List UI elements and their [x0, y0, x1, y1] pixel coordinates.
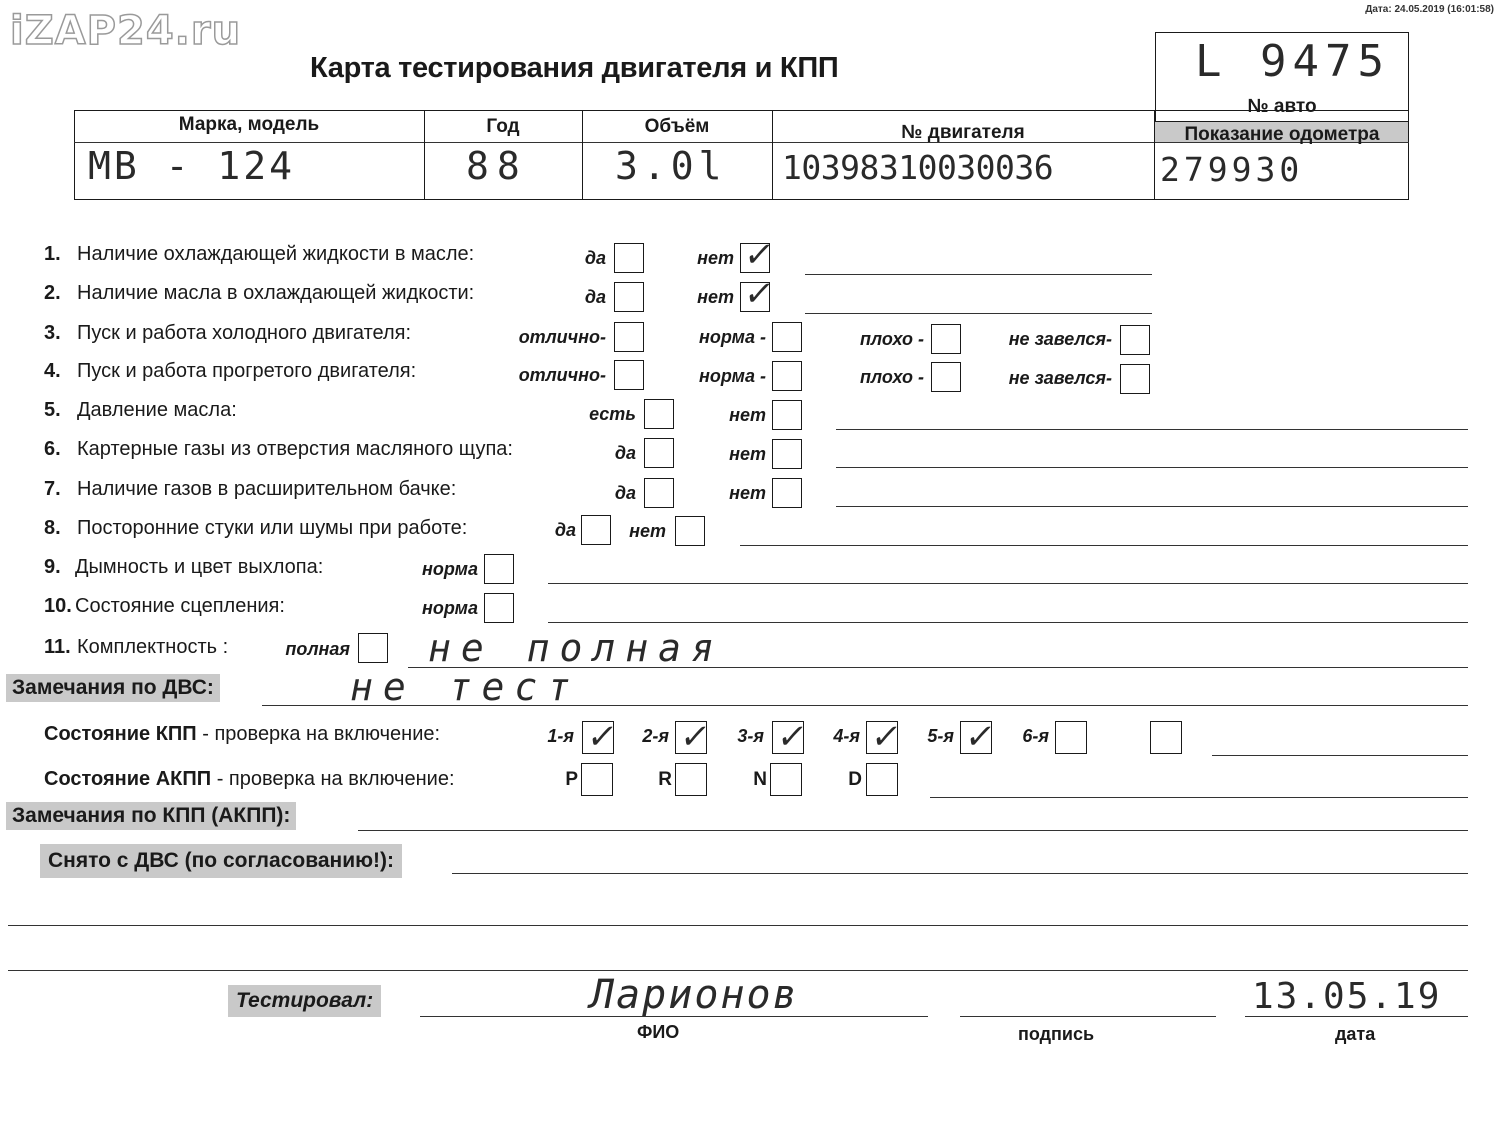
year-value: 88	[466, 144, 528, 188]
item-number: 8.	[44, 517, 61, 539]
akpp-mode-label: N	[753, 769, 767, 790]
option-label-yes: да	[554, 520, 576, 540]
checkbox-bad[interactable]	[931, 362, 961, 392]
checkbox-normal[interactable]	[772, 361, 802, 391]
dvs-remarks-note: не тест	[350, 665, 581, 709]
option-label-bad: плохо -	[859, 329, 924, 349]
comment-line	[836, 429, 1468, 430]
item-label: Дымность и цвет выхлопа:	[75, 556, 324, 578]
scan-date: Дата: 24.05.2019 (16:01:58)	[1365, 4, 1494, 15]
checkbox-normal[interactable]	[484, 554, 514, 584]
fio-line	[420, 1016, 928, 1017]
comment-line	[805, 313, 1152, 314]
signature-caption: подпись	[1018, 1024, 1095, 1044]
comment-line	[805, 274, 1152, 275]
item-number: 7.	[44, 478, 61, 500]
option-label-full: полная	[285, 639, 350, 659]
comment-line	[358, 830, 1468, 831]
checkbox-no[interactable]	[772, 439, 802, 469]
checkmark: ✓	[962, 717, 999, 757]
akpp-label	[44, 768, 455, 791]
item-label: Наличие газов в расширительном бачке:	[77, 478, 457, 500]
item-label: Пуск и работа прогретого двигателя:	[77, 360, 417, 382]
signature-line	[960, 1016, 1216, 1017]
akpp-mode-label: P	[565, 769, 578, 790]
option-label-yes: да	[584, 248, 606, 268]
year-header: Год	[486, 116, 520, 137]
comment-line	[740, 545, 1468, 546]
item-label: Состояние сцепления:	[75, 595, 285, 617]
akpp-mode-checkbox[interactable]	[770, 763, 802, 796]
item-label: Пуск и работа холодного двигателя:	[77, 322, 412, 344]
comment-line	[452, 873, 1468, 874]
item-number: 3.	[44, 322, 61, 344]
comment-line	[8, 970, 1468, 971]
option-label-normal: норма -	[699, 327, 766, 347]
checkbox-yes[interactable]	[644, 478, 674, 508]
gear-checkbox[interactable]	[1055, 721, 1087, 754]
checkbox-not-started[interactable]	[1120, 364, 1150, 394]
checkbox-yes[interactable]	[644, 438, 674, 468]
item-number: 1.	[44, 243, 61, 265]
checkbox-bad[interactable]	[931, 324, 961, 354]
item-number: 4.	[44, 360, 61, 382]
page-title: Карта тестирования двигателя и КПП	[310, 52, 839, 84]
option-label-yes: да	[584, 287, 606, 307]
akpp-label-bold: Состояние АКПП	[44, 768, 212, 790]
option-label-normal: норма	[422, 559, 478, 579]
comment-line	[930, 797, 1468, 798]
checkmark: ✓	[741, 274, 778, 314]
tested-by-label: Тестировал:	[228, 985, 381, 1017]
option-label-not-started: не завелся-	[1008, 329, 1112, 349]
checkbox-not-started[interactable]	[1120, 325, 1150, 355]
volume-header: Объём	[644, 116, 710, 137]
comment-line	[836, 467, 1468, 468]
option-label-no: нет	[729, 444, 766, 464]
item-number: 10.	[44, 595, 72, 617]
option-label-excellent: отлично-	[518, 327, 606, 347]
odometer-header: Показание одометра	[1184, 124, 1380, 145]
option-label-no: нет	[697, 287, 734, 307]
option-label-yes: да	[614, 443, 636, 463]
checkbox-full[interactable]	[358, 633, 388, 663]
kpp-label-rest: - проверка на включение:	[196, 723, 441, 745]
checkmark: ✓	[584, 717, 621, 757]
item-number: 5.	[44, 399, 61, 421]
item-label: Посторонние стуки или шумы при работе:	[77, 517, 468, 539]
auto-number-value: L 9475	[1195, 36, 1390, 87]
checkmark: ✓	[868, 717, 905, 757]
dvs-remarks-label: Замечания по ДВС:	[6, 674, 220, 702]
comment-line	[836, 506, 1468, 507]
gear-label: 1-я	[547, 726, 574, 746]
kpp-remarks-label: Замечания по КПП (АКПП):	[6, 802, 296, 830]
comment-line	[262, 705, 1468, 706]
watermark-logo: iZAP24.ru	[10, 8, 242, 54]
gear-label: 3-я	[737, 726, 764, 746]
make-model-header: Марка, модель	[178, 114, 320, 135]
date-caption: дата	[1335, 1024, 1376, 1044]
test-date-value: 13.05.19	[1252, 976, 1442, 1017]
volume-value: 3.0l	[615, 144, 727, 188]
checkbox-excellent[interactable]	[614, 360, 644, 390]
option-label-excellent: отлично-	[518, 365, 606, 385]
kpp-label-bold: Состояние КПП	[44, 723, 197, 745]
comment-line	[1212, 755, 1468, 756]
date-line	[1245, 1016, 1468, 1017]
option-label-normal: норма -	[699, 366, 766, 386]
gear-label: 6-я	[1022, 726, 1049, 746]
checkbox-yes[interactable]	[614, 243, 644, 273]
checkmark: ✓	[774, 717, 811, 757]
gear-checkbox[interactable]	[1150, 721, 1182, 754]
akpp-mode-checkbox[interactable]	[866, 763, 898, 796]
option-label-normal: норма	[422, 598, 478, 618]
checkmark: ✓	[677, 717, 714, 757]
checkbox-normal[interactable]	[772, 322, 802, 352]
checkbox-no[interactable]	[772, 400, 802, 430]
item-number: 2.	[44, 282, 61, 304]
auto-number-label: № авто	[1247, 96, 1317, 117]
akpp-mode-checkbox[interactable]	[581, 763, 613, 796]
option-label-no: нет	[697, 248, 734, 268]
option-label-present: есть	[589, 404, 636, 424]
checkbox-excellent[interactable]	[614, 322, 644, 352]
kpp-label	[44, 723, 440, 746]
item-label: Давление масла:	[77, 399, 237, 421]
tester-name: Ларионов	[590, 972, 799, 1018]
make-model-value: MB - 124	[88, 144, 296, 188]
option-label-bad: плохо -	[859, 367, 924, 387]
comment-line	[8, 925, 1468, 926]
option-label-not-started: не завелся-	[1008, 368, 1112, 388]
removed-label	[40, 844, 402, 878]
removed-label-bold: Снято с ДВС	[48, 849, 179, 872]
gear-label: 2-я	[642, 726, 669, 746]
checkbox-yes[interactable]	[581, 515, 611, 545]
gear-label: 5-я	[927, 726, 954, 746]
option-label-no: нет	[729, 483, 766, 503]
checkbox-yes[interactable]	[614, 282, 644, 312]
option-label-yes: да	[614, 483, 636, 503]
akpp-mode-checkbox[interactable]	[675, 763, 707, 796]
odometer-value: 279930	[1160, 150, 1304, 189]
item-label: Картерные газы из отверстия масляного щупа:	[77, 438, 513, 460]
item-number: 11.	[44, 636, 71, 658]
comment-line	[548, 622, 1468, 623]
item-number: 9.	[44, 556, 61, 578]
checkbox-no[interactable]	[675, 516, 705, 546]
fio-caption: ФИО	[637, 1022, 680, 1042]
gear-label: 4-я	[833, 726, 860, 746]
removed-label-rest: (по согласованию!):	[178, 849, 395, 872]
item-label: Наличие охлаждающей жидкости в масле:	[77, 243, 475, 265]
checkbox-no[interactable]	[772, 478, 802, 508]
option-label-no: нет	[729, 405, 766, 425]
akpp-mode-label: D	[848, 769, 862, 790]
engine-no-header: № двигателя	[901, 122, 1025, 143]
engine-no-value: 10398310030036	[782, 148, 1054, 187]
checkbox-normal[interactable]	[484, 593, 514, 623]
akpp-label-rest: - проверка на включение:	[211, 768, 455, 790]
checkbox-present[interactable]	[644, 399, 674, 429]
item-label: Наличие масла в охлаждающей жидкости:	[77, 282, 475, 304]
checkmark: ✓	[741, 235, 778, 275]
item-label: Комплектность :	[77, 636, 229, 658]
option-label-no: нет	[629, 521, 666, 541]
comment-line	[548, 583, 1468, 584]
item-number: 6.	[44, 438, 61, 460]
akpp-mode-label: R	[658, 769, 672, 790]
completeness-note: не полная	[428, 626, 724, 670]
